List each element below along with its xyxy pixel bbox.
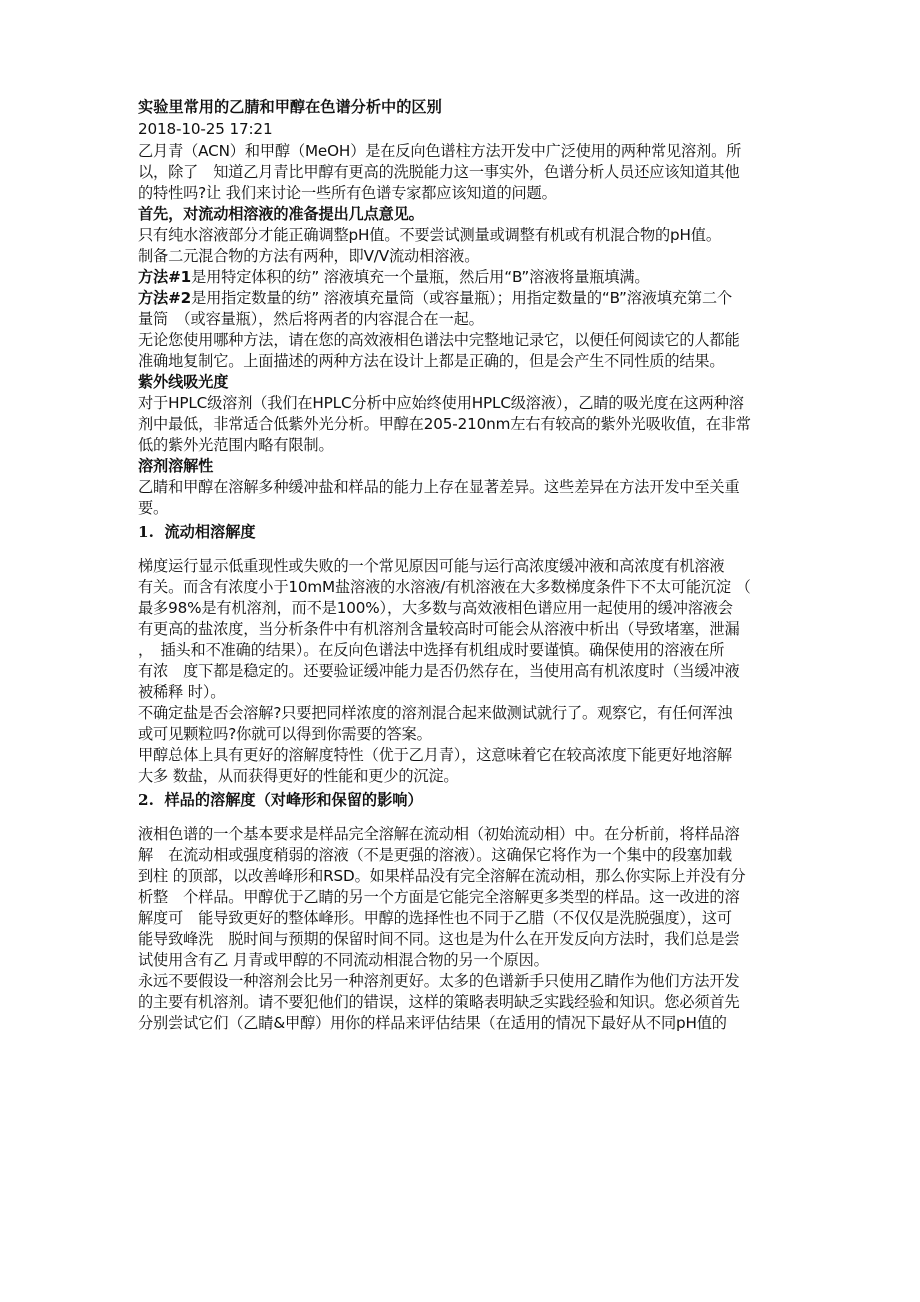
- section1-line: 最多98%是有机溶剂，而不是100%），大多数与高效液相色谱应用一起使用的缓冲溶液会: [138, 599, 733, 617]
- section2-line: 解度可 能导致更好的整体峰形。甲醇的选择性也不同于乙腊（不仅仅是洗脱强度），这可: [138, 909, 732, 927]
- section2-heading: [138, 790, 796, 811]
- solubility-line: 要。: [138, 499, 169, 517]
- section2-line: 到柱 的顶部，以改善峰形和RSD。如果样品没有完全溶解在流动相，那么你实际上并没有分: [138, 867, 746, 885]
- section1-line: 有关。而含有浓度小于10mM盐溶液的水溶液/有机溶液在大多数梯度条件下不太可能沉淀 （: [138, 578, 751, 596]
- salt-line: 不确定盐是否会溶解?只要把同样浓度的溶剂混合起来做测试就行了。观察它，有任何浑浊: [138, 704, 733, 722]
- section1-line: 有更高的盐浓度，当分析条件中有机溶剂含量较高时可能会从溶液中析出（导致堵塞，泄漏: [138, 620, 740, 638]
- intro-line: 乙月青（ACN）和甲醇（MeOH）是在反向色谱柱方法开发中广泛使用的两种常见溶剂。所: [138, 142, 742, 160]
- section1-line: 有浓 度下都是稳定的。还要验证缓冲能力是否仍然存在，当使用高有机浓度时（当缓冲液: [138, 662, 740, 680]
- section1-paragraph: [138, 556, 796, 703]
- method-note-line: 无论您使用哪种方法，请在您的高效液相色谱法中完整地记录它，以便任何阅读它的人都能: [138, 331, 740, 349]
- method1-label: 方法#1: [138, 268, 192, 286]
- section2-line: 解 在流动相或强度稍弱的溶液（不是更强的溶液）。这确保它将作为一个集中的段塞加载: [138, 846, 732, 864]
- never-line: 分别尝试它们（乙睛&甲醇）用你的样品来评估结果（在适用的情况下最好从不同pH值的: [138, 1014, 727, 1032]
- solubility-line: 乙睛和甲醇在溶解多种缓冲盐和样品的能力上存在显著差异。这些差异在方法开发中至关重: [138, 478, 740, 496]
- uv-line: 剂中最低，非常适合低紫外光分析。甲醇在205-210nm左右有较高的紫外光吸收值，在非常: [138, 415, 751, 433]
- article-datetime: 2018-10-25 17:21: [138, 120, 273, 138]
- section1-number: 1.: [138, 523, 154, 541]
- method2-cont: 量筒 （或容量瓶），然后将两者的内容混合在一起。: [138, 310, 484, 328]
- intro-line: 以，除了 知道乙月青比甲醇有更高的洗脱能力这一事实外，色谱分析人员还应该知道其他: [138, 163, 740, 181]
- section1-heading: [138, 522, 796, 543]
- intro-line: 的特性吗?让 我们来讨论一些所有色谱专家都应该知道的问题。: [138, 184, 557, 202]
- method1-line: [138, 267, 796, 288]
- intro-paragraph: [138, 141, 796, 204]
- prep-heading: 首先，对流动相溶液的准备提出几点意见。: [138, 205, 424, 223]
- document-page: [138, 96, 796, 1034]
- never-line: 的主要有机溶剂。请不要犯他们的错误，这样的策略表明缺乏实践经验和知识。您必须首先: [138, 993, 740, 1011]
- section2-line: 液相色谱的一个基本要求是样品完全溶解在流动相（初始流动相）中。在分析前，将样品溶: [138, 825, 740, 843]
- section2-paragraph: [138, 824, 796, 971]
- section2-line: 试使用含有乙 月青或甲醇的不同流动相混合物的另一个原因。: [138, 951, 549, 969]
- section2-title: 样品的溶解度（对峰形和保留的影响）: [164, 791, 423, 809]
- uv-heading: 紫外线吸光度: [138, 373, 229, 391]
- salt-line: 或可见颗粒吗?你就可以得到你需要的答案。: [138, 725, 432, 743]
- method1-text: 是用特定体积的纺” 溶液填充一个量瓶，然后用“B”溶液将量瓶填满。: [191, 268, 650, 286]
- method-note-line: 准确地复制它。上面描述的两种方法在设计上都是正确的，但是会产生不同性质的结果。: [138, 352, 725, 370]
- section1-line: 梯度运行显示低重现性或失败的一个常见原因可能与运行高浓度缓冲液和高浓度有机溶液: [138, 557, 725, 575]
- section1-title: 流动相溶解度: [164, 523, 256, 541]
- never-line: 永远不要假设一种溶剂会比另一种溶剂更好。太多的色谱新手只使用乙睛作为他们方法开发: [138, 972, 740, 990]
- section2-line: 能导致峰洗 脱时间与预期的保留时间不同。这也是为什么在开发反向方法时，我们总是尝: [138, 930, 740, 948]
- meoh-line: 甲醇总体上具有更好的溶解度特性（优于乙月青），这意味着它在较高浓度下能更好地溶解: [138, 746, 732, 764]
- article-title: 实验里常用的乙腈和甲醇在色谱分析中的区别: [138, 98, 442, 116]
- section1-line: ， 插头和不准确的结果）。在反向色谱法中选择有机组成时要谨慎。确保使用的溶液在所: [138, 641, 725, 659]
- uv-line: 对于HPLC级溶剂（我们在HPLC分析中应始终使用HPLC级溶液），乙睛的吸光度在这两种溶: [138, 394, 744, 412]
- prep-line: 只有纯水溶液部分才能正确调整pH值。不要尝试测量或调整有机或有机混合物的pH值。: [138, 226, 721, 244]
- prep-line: 制备二元混合物的方法有两种，即V/V流动相溶液。: [138, 247, 480, 265]
- section2-line: 析整 个样品。甲醇优于乙睛的另一个方面是它能完全溶解更多类型的样品。这一改进的溶: [138, 888, 740, 906]
- section2-number: 2.: [138, 791, 154, 809]
- method2-label: 方法#2: [138, 289, 192, 307]
- method2-text: 是用指定数量的纺” 溶液填充量筒（或容量瓶）；用指定数量的“B”溶液填充第二个: [191, 289, 733, 307]
- section1-line: 被稀释 时）。: [138, 683, 226, 701]
- uv-line: 低的紫外光范围内略有限制。: [138, 436, 334, 454]
- meoh-line: 大多 数盐，从而获得更好的性能和更少的沉淀。: [138, 767, 459, 785]
- method2-line: [138, 288, 796, 309]
- solubility-heading: 溶剂溶解性: [138, 457, 214, 475]
